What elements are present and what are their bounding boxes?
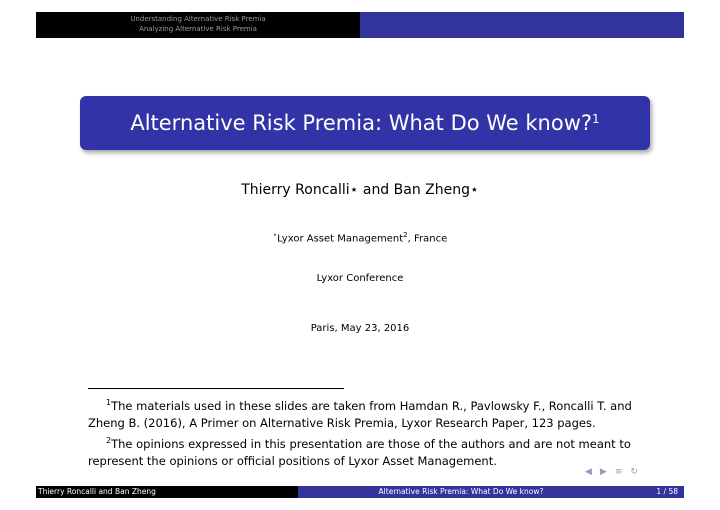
beamer-navigation xyxy=(585,467,638,477)
footnote-2-text: The opinions expressed in this presentation are those of the authors and are not meant to represent the opinions or official positions of Lyxor Asset Management. xyxy=(88,436,631,468)
footnote-2-mark: 2 xyxy=(106,435,112,445)
arrow-right-icon[interactable]: ▶ xyxy=(599,467,607,477)
arrow-left-icon[interactable]: ◀ xyxy=(585,467,592,477)
footer-authors: Thierry Roncalli and Ban Zheng xyxy=(36,486,298,498)
footer-page-number: 1 / 58 xyxy=(624,486,684,498)
slide-header xyxy=(36,12,684,38)
header-sections xyxy=(36,12,360,38)
header-bar xyxy=(360,12,684,38)
footnote-1 xyxy=(88,394,648,432)
title-footnote-mark[interactable]: 1 xyxy=(592,112,600,126)
affiliation-country: , France xyxy=(407,233,448,245)
footnote-1-text: The materials used in these slides are taken from Hamdan R., Pavlowsky F., Roncalli T. and Zheng B. (2016), A Primer on Alternative Risk Premia, Lyxor Research Paper, 123 pages. xyxy=(88,398,632,430)
conference: Lyxor Conference xyxy=(316,273,404,284)
authors: Thierry Roncalli⋆ and Ban Zheng⋆ xyxy=(241,182,479,198)
date: Paris, May 23, 2016 xyxy=(310,323,410,334)
footer-title: Alternative Risk Premia: What Do We know? xyxy=(298,486,624,498)
footnotes xyxy=(88,394,648,470)
header-section-analyzing[interactable]: Analyzing Alternative Risk Premia xyxy=(139,25,257,33)
affiliation-footnote-mark[interactable]: 2 xyxy=(403,231,408,239)
header-section-understanding[interactable]: Understanding Alternative Risk Premia xyxy=(130,15,266,23)
affiliation xyxy=(0,231,720,244)
slide-title: Alternative Risk Premia: What Do We know? xyxy=(130,111,593,135)
footnote-rule xyxy=(88,388,344,389)
loop-icon[interactable]: ↻ xyxy=(630,467,638,477)
affiliation-name: Lyxor Asset Management xyxy=(277,233,404,245)
title-box xyxy=(80,96,650,150)
affiliation-mark: ⋆ xyxy=(272,231,278,239)
slide-footer xyxy=(36,486,684,498)
align-icon[interactable]: ≡ xyxy=(614,467,623,477)
footnote-1-mark: 1 xyxy=(106,398,112,407)
footnote-2 xyxy=(88,432,648,470)
